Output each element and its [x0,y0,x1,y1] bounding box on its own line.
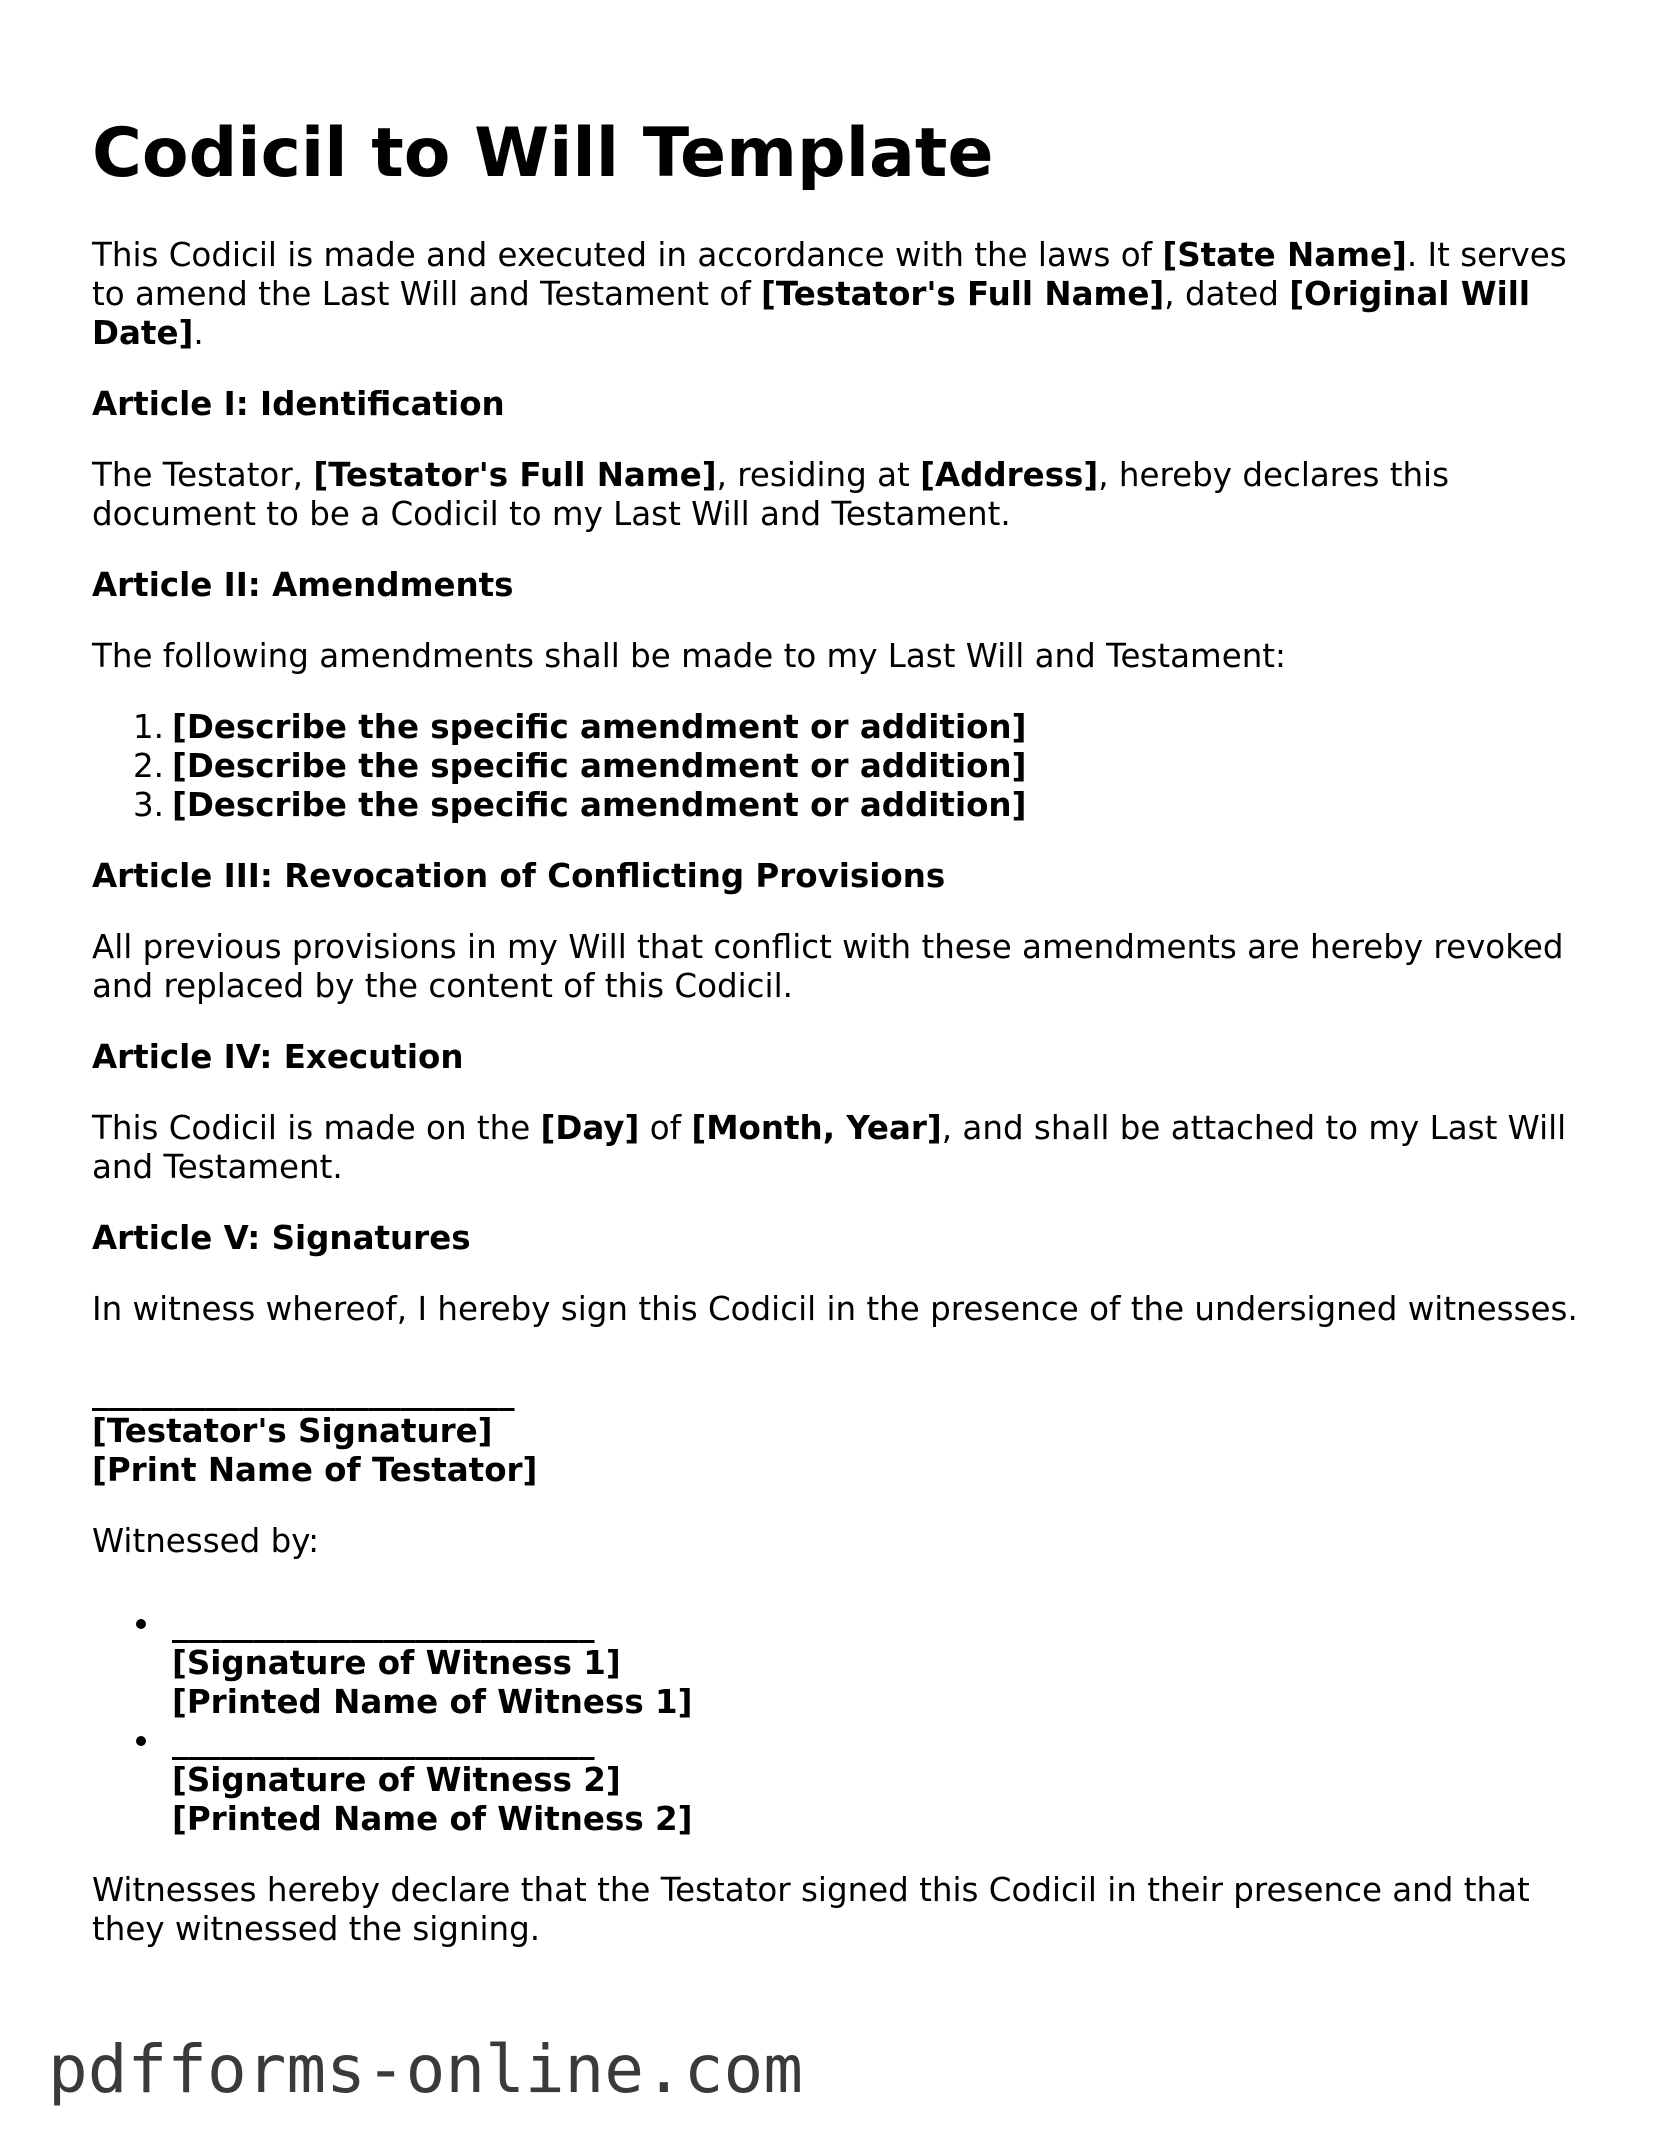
article-1-body: The Testator, [Testator's Full Name], residing at [Address], hereby declares this document to be a Codicil to my Last Will and Testament. [92,456,1450,533]
testator-signature-block [92,1373,1592,1490]
witness-signature-label: [Signature of Witness 1] [172,1644,621,1682]
witness-signature-label: [Signature of Witness 2] [172,1761,621,1799]
article-2-heading: Article II: Amendments [92,566,514,604]
day-placeholder: [Day] [540,1109,640,1147]
testator-print-name-label: [Print Name of Testator] [92,1451,538,1489]
state-name-placeholder: [State Name] [1162,236,1407,274]
article-5-heading: Article V: Signatures [92,1219,471,1257]
bullet-icon [136,1619,146,1629]
witness-item [92,1722,1592,1839]
article-4-body: This Codicil is made on the [Day] of [Month, Year], and shall be attached to my Last Will and Testament. [92,1109,1567,1186]
testator-name-placeholder: [Testator's Full Name] [313,456,717,494]
list-item: 3. [Describe the specific amendment or addition] [132,786,1027,824]
list-item: 1. [Describe the specific amendment or addition] [132,708,1027,746]
list-item: 2. [Describe the specific amendment or addition] [132,747,1027,785]
closing-paragraph: Witnesses hereby declare that the Testator signed this Codicil in their presence and that they witnessed the signing. [92,1871,1530,1948]
witness-signature-line: __________________________ [172,1722,595,1760]
article-1-heading: Article I: Identification [92,385,505,423]
bullet-icon [136,1736,146,1746]
article-5-body: In witness whereof, I hereby sign this Codicil in the presence of the undersigned witnesses. [92,1290,1578,1328]
article-3-body: All previous provisions in my Will that conflict with these amendments are hereby revoked and replaced by the content of this Codicil. [92,928,1564,1005]
testator-signature-line: __________________________ [92,1373,515,1411]
original-will-date-placeholder: [Original Will Date] [92,275,1531,352]
witness-item [92,1605,1592,1722]
witness-signature-line: __________________________ [172,1605,595,1643]
witness-printed-name-label: [Printed Name of Witness 2] [172,1800,693,1838]
site-watermark: pdfforms-online.com [48,2031,803,2108]
article-4-heading: Article IV: Execution [92,1038,464,1076]
month-year-placeholder: [Month, Year] [691,1109,942,1147]
testator-name-placeholder: [Testator's Full Name] [761,275,1165,313]
document-title: Codicil to Will Template [92,114,994,193]
witnessed-by-label: Witnessed by: [92,1522,320,1560]
witness-printed-name-label: [Printed Name of Witness 1] [172,1683,693,1721]
article-3-heading: Article III: Revocation of Conflicting Provisions [92,857,946,895]
address-placeholder: [Address] [920,456,1099,494]
article-2-intro: The following amendments shall be made to my Last Will and Testament: [92,637,1286,675]
intro-paragraph: This Codicil is made and executed in accordance with the laws of [State Name]. It serves to amend the Last Will and Testament of [Testator's Full Name], dated [Original Will Date]. [92,236,1567,352]
witness-list [92,1605,1592,1839]
testator-signature-label: [Testator's Signature] [92,1412,493,1450]
amendments-list [92,708,1592,825]
document-body [92,236,1592,1949]
